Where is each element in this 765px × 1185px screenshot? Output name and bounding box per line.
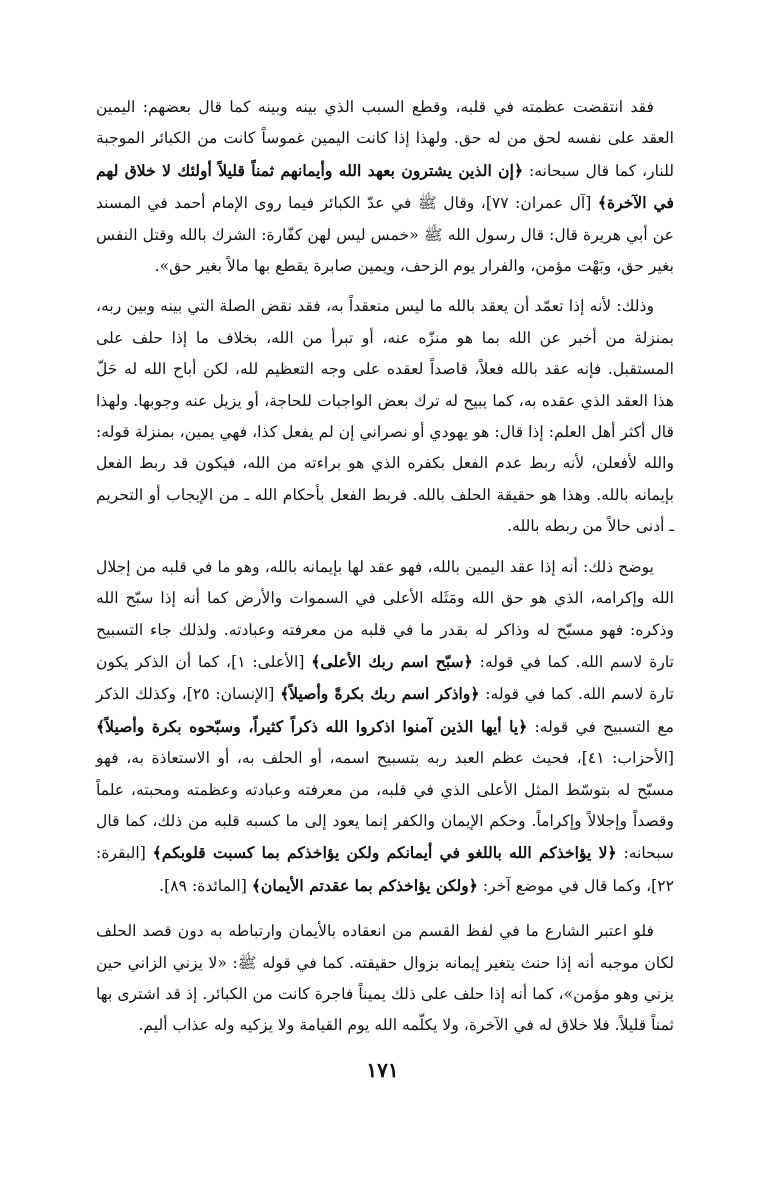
text-segment: [الأحزاب: ٤١]، فحيث عظم العبد ربه بتسبيح اسمه، أو الحلف به، أو الاستعاذة به، فهو مسبّح له بتوسّط المثل الأعلى الذي في قلبه، من معرفته وعبادته وعظمته ومحبته، علماً وقصداً وإجلالاً وإكراماً. وحكم الإيمان والكفر إنما يعود إلى ما كسبه قلبه من ذلك، كما قال سبحانه: <box>96 749 675 863</box>
quran-quote: ﴿إن الذين يشترون بعهد الله وأيمانهم ثمناً قليلاً أولئك لا خلاق لهم في الآخرة﴾ <box>96 160 674 213</box>
page-number: ١٧١ <box>366 1058 399 1082</box>
body-text <box>96 92 674 1042</box>
quran-quote: ﴿سبّح اسم ربك الأعلى﴾ <box>311 651 473 671</box>
text-segment: فقد انتقضت عظمته في قلبه، وقطع السبب الذي بينه وبينه كما قال بعضهم: اليمين العقد على نفسه لحق من له حق. ولهذا إذا كانت اليمين غموساً كانت من الكبائر الموجبة للنار، كما قال سبحانه: <box>96 98 674 180</box>
text-segment: يوضح ذلك: أنه إذا عقد اليمين بالله، فهو عقد لها بإيمانه بالله، وهو ما في قلبه من إجلال الله وإكرامه، الذي هو حق الله ومَثَله الأعلى في السموات والأرض كما أنه إذا سبّح الله وذكره: فهو مسبّح له وذاكر له بقدر ما في قلبه من معرفته وعبادته. ولذلك جاء التسبيح تارة لاسم الله. كما في قوله: <box>96 557 674 671</box>
quran-quote: ﴿واذكر اسم ربك بكرةً وأصيلاً﴾ <box>280 684 480 704</box>
paragraph-1 <box>96 92 674 282</box>
text-segment: وذلك: لأنه إذا تعمّد أن يعقد بالله ما ليس منعقداً به، فقد نقض الصلة التي بينه وبين ربه، بمنزلة من أخبر عن الله بما هو منزّه عنه، أو تبرأ من الله، بخلاف ما إذا حلف على المستقبل. فإنه عقد بالله فعلاً، قاصداً لعقده على وجه التعظيم لله، لكن أباح الله له حَلّ هذا العقد الذي عقده به، كما يبيح له ترك بعض الواجبات للحاجة، أو يزيل عنه وجوبها. ولهذا قال أكثر أهل العلم: إذا قال: هو يهودي أو نصراني إن لم يفعل كذا، فهي يمين، بمنزلة قوله: والله لأفعلن، لأنه ربط عدم الفعل بكفره الذي هو براءته من الله، فيكون قد ربط الفعل بإيمانه بالله. وهذا هو حقيقة الحلف بالله. فربط الفعل بأحكام الله ـ من الإيجاب أو التحريم ـ أدنى حالاً من ربطه بالله. <box>96 297 674 536</box>
text-segment: [المائدة: ٨٩]. <box>159 876 252 895</box>
text-segment: [الإنسان: ٢٥]، وكذلك الذكر مع التسبيح في قوله: <box>96 685 674 736</box>
quran-quote: ﴿يا أيها الذين آمنوا اذكروا الله ذكراً كثيراً، وسبّحوه بكرة وأصيلاً﴾ <box>96 716 528 736</box>
text-segment: [الأعلى: ١]، كما أن الذكر يكون تارة لاسم الله. كما في قوله: <box>96 652 675 704</box>
paragraph-4 <box>96 916 674 1042</box>
text-segment: [البقرة: ٢٢]، وكما قال في موضع آخر: <box>96 844 674 895</box>
text-segment: فلو اعتبر الشارع ما في لفظ القسم من انعقاده بالأيمان وارتباطه به دون قصد الحلف لكان موجبه أنه إذا حنث يتغير إيمانه بزوال حقيقته. كما في قوله ﷺ: «لا يزني الزاني حين يزني وهو مؤمن»، كما أنه إذا حلف على ذلك يميناً فاجرة كانت من الكبائر. إذ قد اشترى بها ثمناً قليلاً. فلا خلاق له في الآخرة، ولا يكلّمه الله يوم القيامة ولا يزكيه وله عذاب أليم. <box>96 922 674 1035</box>
text-segment: [آل عمران: ٧٧]، وقال ﷺ في عدّ الكبائر فيما روى الإمام أحمد في المسند عن أبي هريرة قال: قال رسول الله ﷺ «خمس ليس لهن كفّارة: الشرك بالله وقتل النفس بغير حق، وبَهْت مؤمن، والفرار يوم الزحف، ويمين صابرة يقطع بها مالاً بغير حق». <box>96 194 674 276</box>
paragraph-2 <box>96 291 674 542</box>
quran-quote: ﴿لا يؤاخذكم الله باللغو في أيمانكم ولكن يؤاخذكم بما كسبت قلوبكم﴾ <box>152 843 617 863</box>
quran-quote: ﴿ولكن يؤاخذكم بما عقدتم الأيمان﴾ <box>251 875 478 895</box>
paragraph-3 <box>96 552 674 902</box>
